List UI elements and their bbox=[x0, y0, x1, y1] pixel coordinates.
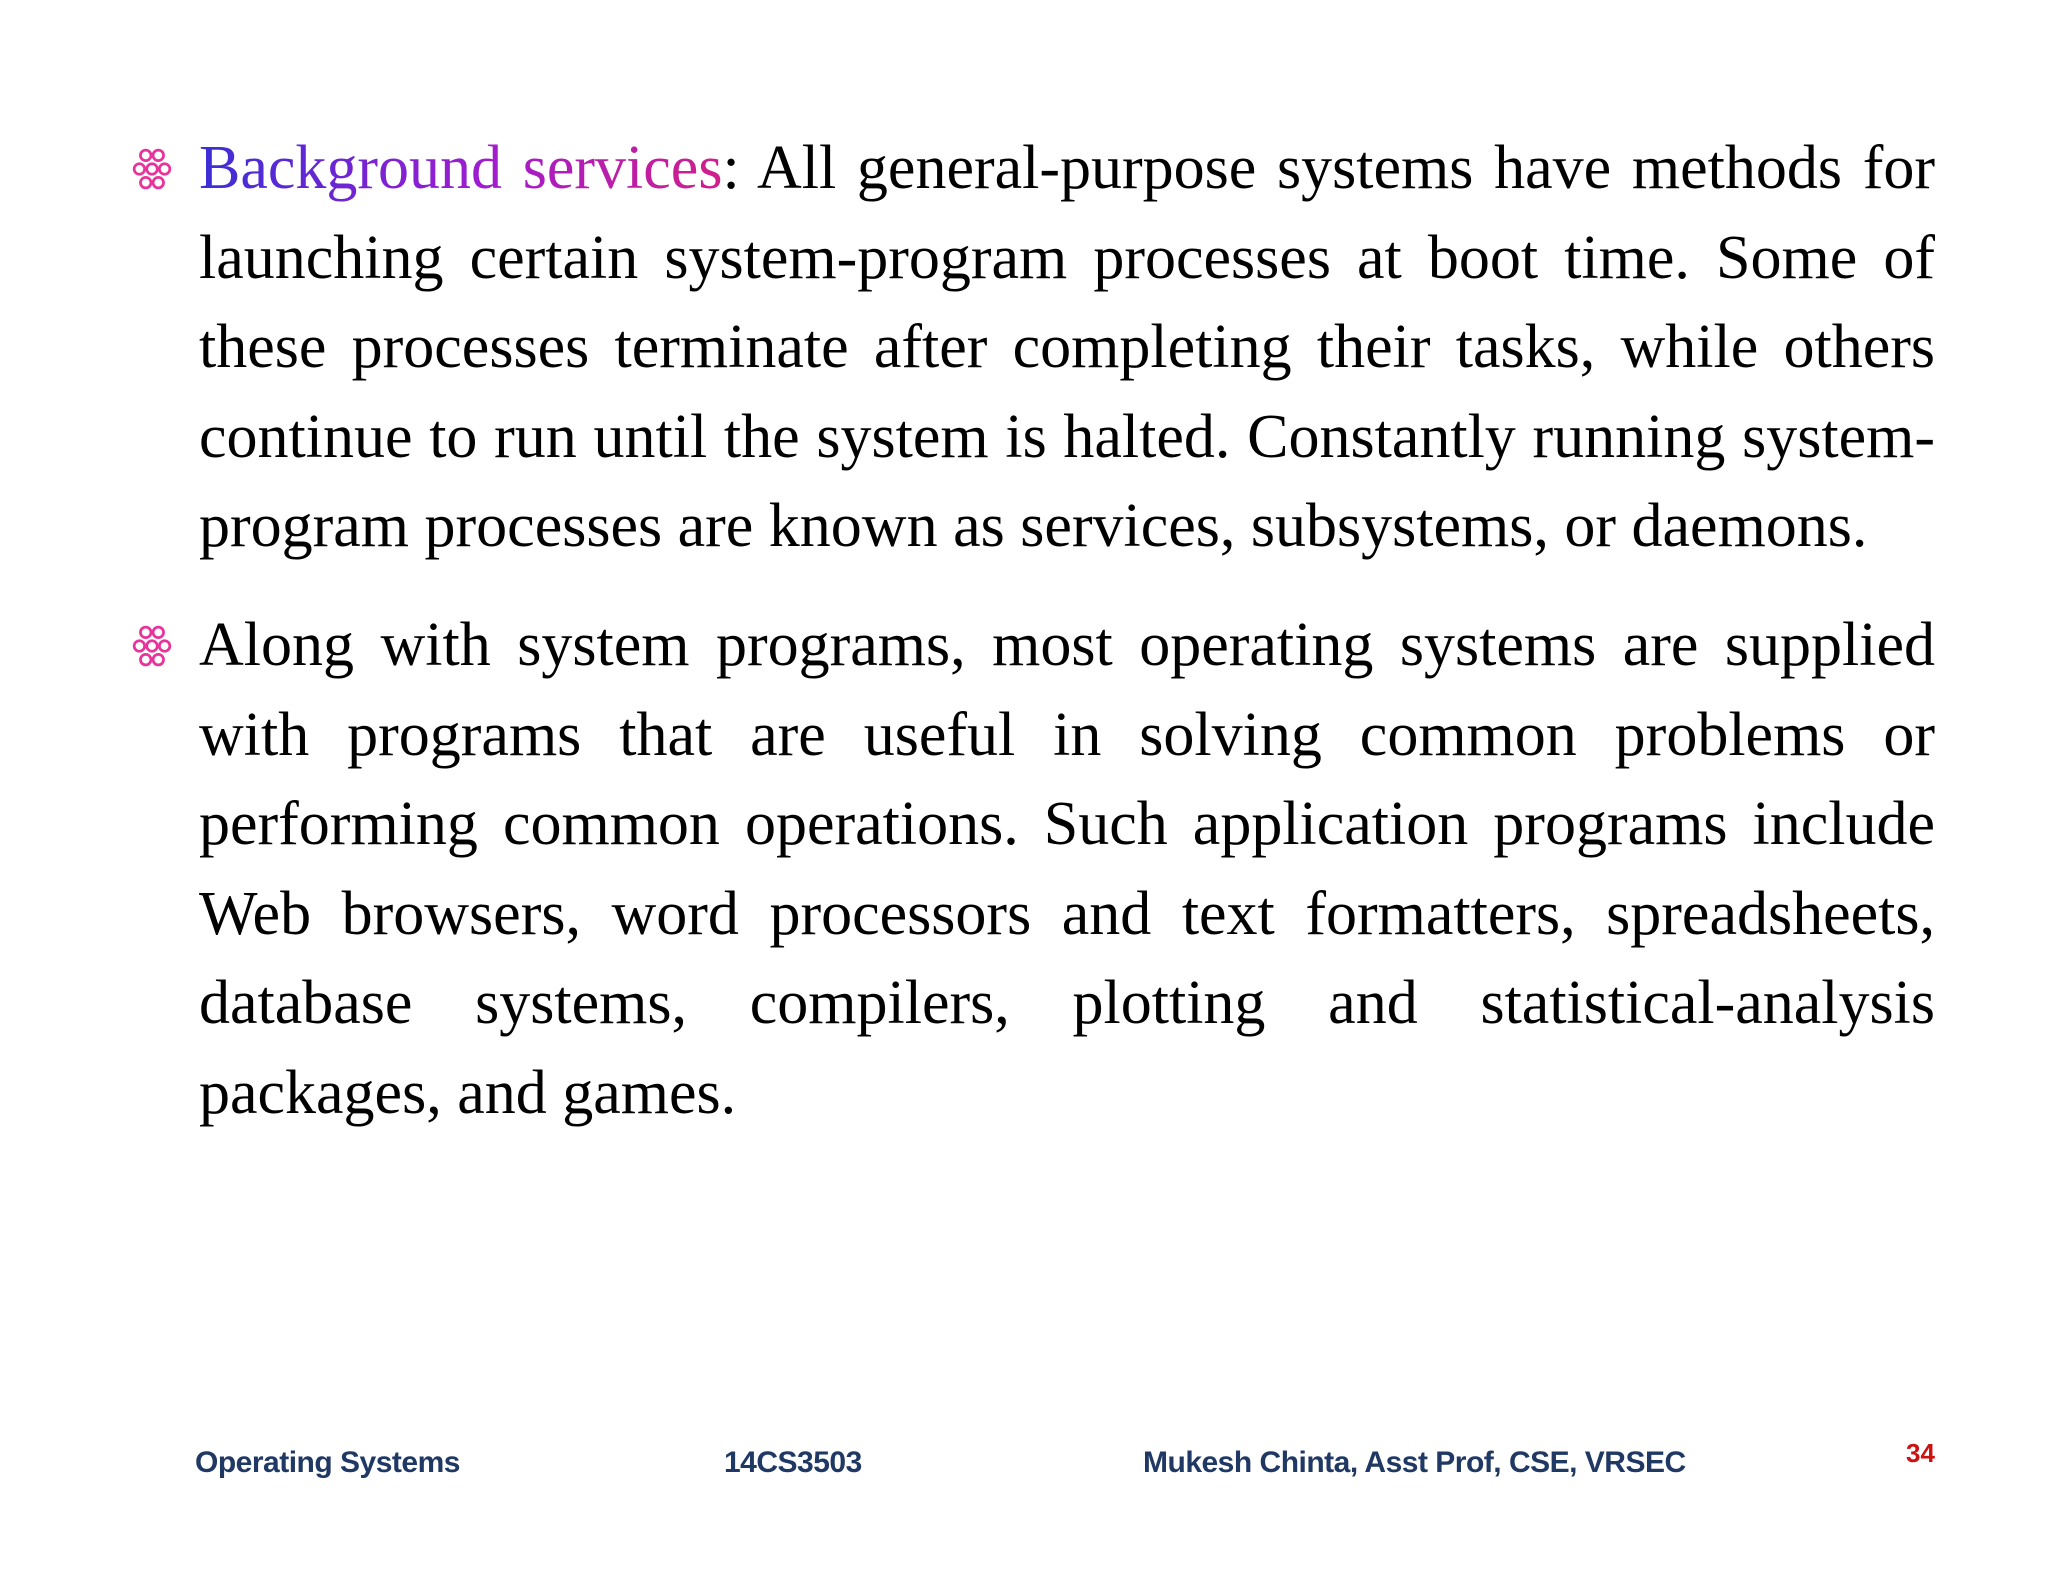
footer-author: Mukesh Chinta, Asst Prof, CSE, VRSEC bbox=[1143, 1446, 1686, 1479]
bullet-application-programs bbox=[199, 601, 1935, 1138]
flower-bullet-icon bbox=[131, 625, 173, 667]
bullet-text: Along with system programs, most operating systems are supplied with programs that are useful in solving common problems or performing common operations. Such application programs include Web browsers, word processors and text formatters, spreadsheets, database systems, compilers, plotting and statistical-analysis packages, and games. bbox=[199, 611, 1935, 1127]
bullet-term: Background services bbox=[199, 134, 723, 202]
bullet-text: : All general-purpose systems have methods for launching certain system-program processes at boot time. Some of these processes terminate after completing their tasks, while others continue to run until the system is halted. Constantly running system-program processes are known as services, subsystems, or daemons. bbox=[199, 134, 1935, 560]
footer-course-code: 14CS3503 bbox=[724, 1446, 862, 1479]
flower-bullet-icon bbox=[131, 148, 173, 190]
bullet-background-services bbox=[199, 124, 1935, 572]
footer-course-name: Operating Systems bbox=[195, 1446, 460, 1479]
page-number: 34 bbox=[1906, 1438, 1935, 1468]
